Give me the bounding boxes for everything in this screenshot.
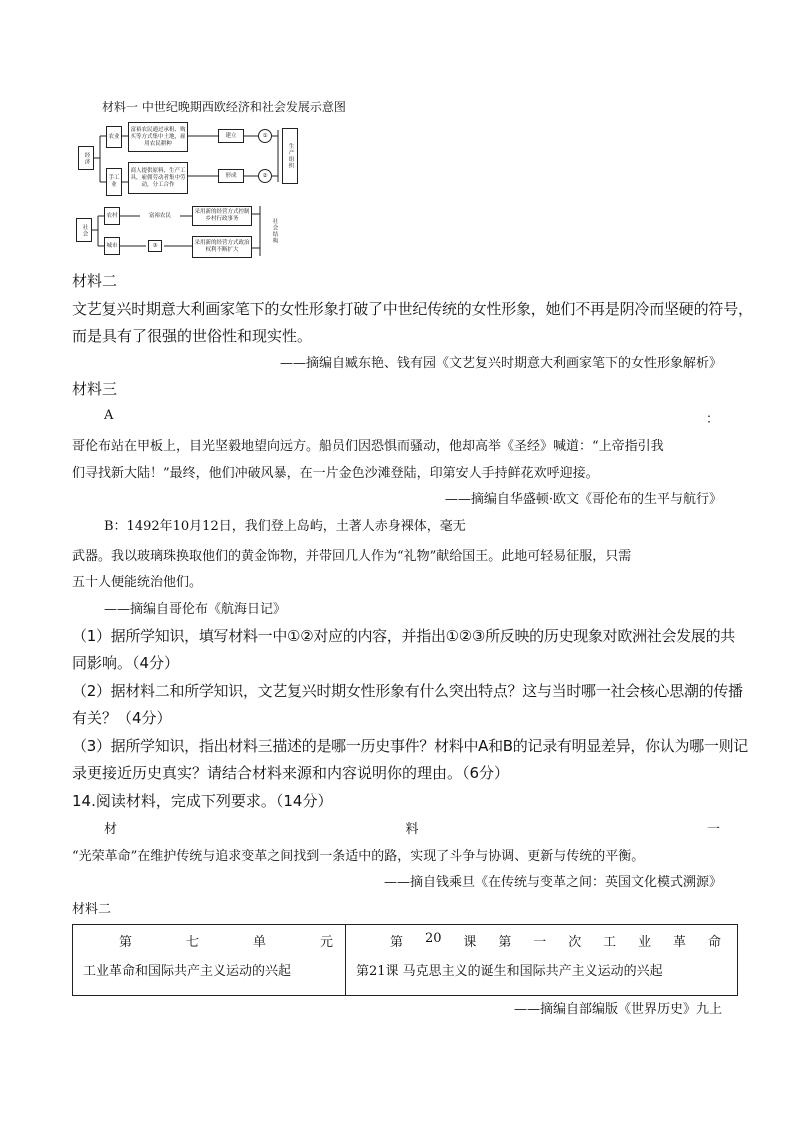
unit-char: 七 [185,935,199,950]
heading-char: 材 [104,822,118,837]
blank-box-3: ③ [148,240,162,252]
agriculture-box: 农业 [106,126,122,148]
form-box: 形成 [218,169,244,183]
unit-char: 单 [252,935,266,950]
lesson-char: 命 [707,935,721,950]
curriculum-table [72,924,738,996]
question-2-line2: 有关？（4分） [72,709,172,727]
lesson-char: 业 [638,935,652,950]
material3-a-line2: 们寻找新大陆！”最终，他们冲破风暴，在一片金色沙滩登陆，印第安人手持鲜花欢呼迎接。 [72,466,599,481]
material2-line2: 而是具有了很强的世俗性和现实性。 [72,327,313,345]
urban-description: 采用新的经营方式政治权利不断扩大 [192,236,252,258]
q14-material1-source: ——摘自钱乘旦《在传统与变革之间：英国文化模式溯源》 [383,875,722,890]
lesson-char: 课 [463,935,477,950]
agriculture-description: 富裕农民通过承租、购买等方式集中土地，雇用农民耕种 [128,122,188,152]
city-box: 城市 [104,237,120,255]
rich-farmers-label: 富裕农民 [140,210,180,222]
economy-box: 经济 [78,146,94,170]
question-14-intro: 14.阅读材料，完成下列要求。（14分） [72,792,333,810]
society-box: 社会 [76,218,92,242]
unit-char: 元 [319,935,333,950]
material2-line1: 文艺复兴时期意大利画家笔下的女性形象打破了中世纪传统的女性形象，她们不再是阴冷而坚硬的符号， [72,300,753,318]
table-left-cell [73,925,346,996]
table-right-cell [346,925,738,996]
question-3-line1: （3）据所学知识，指出材料三描述的是哪一历史事件？材料中A和B的记录有明显差异，你认为哪一则记 [72,737,749,755]
q14-material2-source: ——摘编自部编版《世界历史》九上 [513,1002,722,1017]
q14-material2-heading: 材料二 [72,902,112,917]
question-3-line2: 录更接近历史真实？请结合材料来源和内容说明你的理由。（6分） [72,764,510,782]
handicraft-description: 商人提供原料、生产工具，雇佣劳动者集中劳动，分工合作 [128,162,188,194]
social-structure-label: 社会结构 [266,208,282,254]
material3-a-line1: 哥伦布站在甲板上，目光坚毅地望向远方。船员们因恐惧而骚动，他却高举《圣经》喊道：“上帝指引我 [72,439,664,454]
lesson-21-title: 第21课 马克思主义的诞生和国际共产主义运动的兴起 [356,964,663,979]
material3-b-source: ——摘编自哥伦布《航海日记》 [104,602,287,617]
rural-description: 采用新的经营方式控制乡村行政事务 [192,206,252,226]
material3-b-line3: 五十人便能统治他们。 [72,575,203,590]
lesson-char: 第 [498,935,512,950]
lesson-char: 第 [390,935,404,950]
heading-char: 料 [405,822,419,837]
material2-source: ——摘编自臧东艳、钱有园《文艺复兴时期意大利画家笔下的女性形象解析》 [279,356,722,371]
countryside-box: 农村 [104,207,120,225]
heading-char: 一 [706,822,720,837]
q14-material1-heading [104,818,720,837]
lesson-char: 次 [568,935,582,950]
material3-a-colon: ： [706,412,720,427]
material3-b-line1: B：1492年10月12日，我们登上岛屿，土著人赤身裸体，毫无 [104,519,466,534]
economy-society-diagram [72,118,312,268]
establish-box: 建立 [218,129,244,143]
question-1-line1: （1）据所学知识，填写材料一中①②对应的内容，并指出①②③所反映的历史现象对欧洲社会发展的共 [72,627,735,645]
lesson-char: 20 [424,931,442,946]
q14-material1-text: “光荣革命”在维护传统与追求变革之间找到一条适中的路，实现了斗争与协调、更新与传统的平衡。 [72,849,645,864]
material2-heading: 材料二 [72,272,118,290]
production-organization-box: 生产组织 [282,128,298,184]
lesson-char: 一 [533,935,547,950]
lesson-20-heading [356,931,727,950]
blank-circle-1: ① [258,129,272,143]
material3-a-label: A [104,408,114,423]
lesson-char: 革 [673,935,687,950]
handicraft-box: 手工业 [106,168,122,196]
material1-title: 材料一 中世纪晚期西欧经济和社会发展示意图 [102,100,346,114]
question-2-line1: （2）据材料二和所学知识，文艺复兴时期女性形象有什么突出特点？这与当时哪一社会核心思潮的传播 [72,682,743,700]
unit-heading [83,931,335,950]
unit-title: 工业革命和国际共产主义运动的兴起 [83,964,292,979]
blank-circle-2: ② [258,169,272,183]
material3-b-line2: 武器。我以玻璃珠换取他们的黄金饰物，并带回几人作为“礼物”献给国王。此地可轻易征服，只需 [72,549,632,564]
material3-heading: 材料三 [72,380,118,398]
unit-char: 第 [119,935,133,950]
lesson-char: 工 [603,935,617,950]
material3-a-source: ——摘编自华盛顿·欧文《哥伦布的生平与航行》 [444,492,722,507]
question-1-line2: 同影响。（4分） [72,654,180,672]
